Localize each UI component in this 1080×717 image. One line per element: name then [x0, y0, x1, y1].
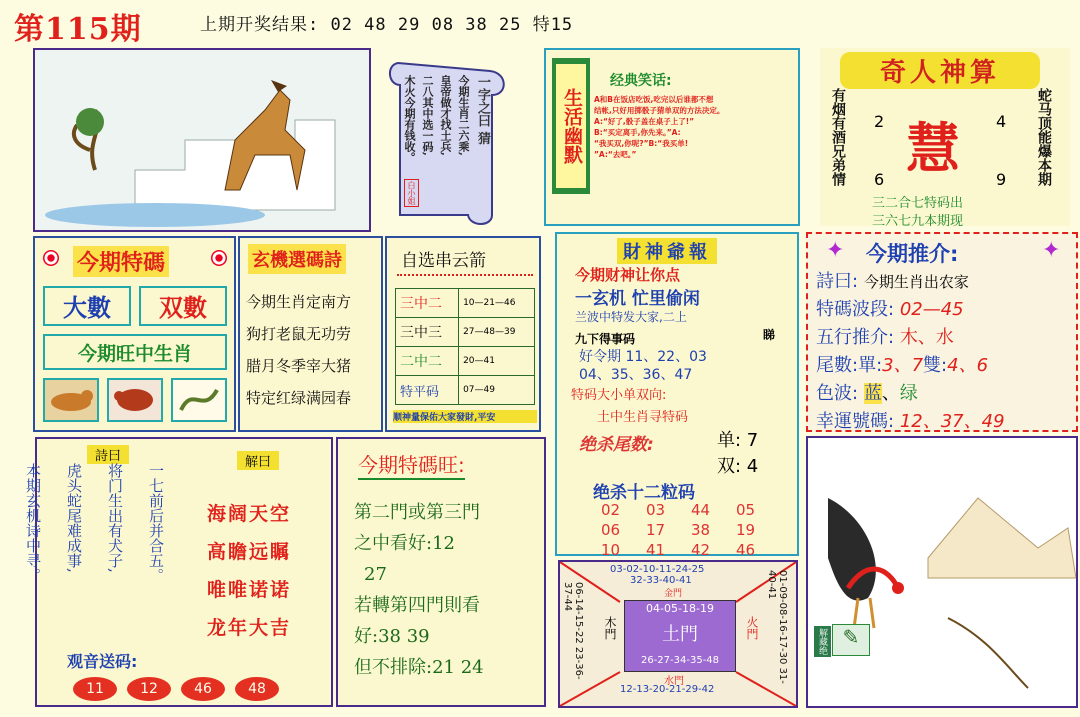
- kill-number-grid: [601, 500, 781, 560]
- scroll-stamp: 白小姐: [404, 179, 419, 207]
- qiren-num: 6: [874, 170, 885, 189]
- qiren-big-char: 慧: [906, 116, 960, 180]
- rec-value: 02—45: [899, 299, 964, 320]
- joke-title: 经典笑话:: [610, 73, 672, 89]
- qiren-line: 三六七九本期现: [872, 214, 964, 229]
- arrow-title: 自选串云箭: [401, 251, 486, 271]
- joke-line: A:“好了,骰子盖在桌子上了!”: [594, 117, 695, 126]
- gate-center-numbers: 26-27-34-35-48: [640, 655, 720, 666]
- rec-label: 雙:: [923, 355, 948, 376]
- gate-top-numbers: 32-33-40-41: [630, 575, 692, 586]
- gate-label: 金門: [664, 589, 683, 599]
- poem-line: 狗打老鼠无功劳: [246, 325, 352, 343]
- hot-line: 之中看好:12: [354, 533, 455, 554]
- scroll-col: 皇帝做才找土兵,: [439, 75, 452, 156]
- arrow-label: 三中三: [396, 318, 459, 347]
- gate-label: 木門: [603, 616, 617, 640]
- rec-value: 绿: [899, 383, 918, 404]
- issue-number: 第115期: [14, 12, 142, 47]
- arrow-value: 20—41: [459, 347, 535, 376]
- gate-right-numbers: 01-09-08-16-17-30 31-40-41: [766, 570, 788, 684]
- hot-special-panel: [336, 437, 546, 707]
- joke-line: A和B在饭店吃饭,吃完以后谁都不想: [594, 95, 714, 104]
- rec-value: 4、6: [947, 355, 989, 376]
- caishen-line: 好令期 11、22、03: [579, 349, 707, 365]
- answer-line: 唯唯诺诺: [207, 579, 292, 601]
- poem-line: 特定红绿满园春: [246, 389, 352, 407]
- joke-line: “我买双,你呢?”B:“我买单!: [594, 139, 689, 148]
- rec-value: 蓝: [863, 383, 882, 404]
- gate-label: 水門: [664, 676, 684, 687]
- answer-line: 海阔天空: [207, 503, 292, 525]
- kill-number: 17: [646, 521, 666, 539]
- selection-poem-panel: [238, 236, 383, 432]
- scroll-col: 今期生肖二六乘,: [457, 75, 470, 156]
- rooster-image: [806, 436, 1078, 708]
- caishen-panel: [555, 232, 799, 559]
- poem-line: 今期生肖定南方: [246, 293, 352, 311]
- caishen-line: 土中生肖寻特码: [597, 410, 689, 425]
- hot-line: 第二門或第三門: [354, 502, 480, 523]
- poem-riddle-panel: [24, 437, 333, 707]
- arrow-value: 10—21—46: [459, 289, 535, 318]
- pen-icon: ✎: [832, 624, 870, 656]
- tail-shuang: 双: 4: [717, 456, 759, 477]
- tema-title: 今期特碼: [73, 246, 169, 277]
- caishen-line: 04、35、36、47: [579, 367, 693, 383]
- arrow-value: 07—49: [459, 376, 535, 405]
- qiren-title: 奇人神算: [840, 52, 1040, 89]
- arrow-label: 三中二: [396, 289, 459, 318]
- qiren-line: 三二合七特码出: [872, 196, 964, 211]
- dragon-image: [171, 378, 227, 422]
- joke-panel: [544, 48, 800, 226]
- gate-top-numbers: 03-02-10-11-24-25: [610, 564, 705, 575]
- kill-number: 06: [601, 521, 621, 539]
- caishen-line: 九下得事码: [575, 332, 636, 346]
- arrow-divider: [397, 270, 533, 276]
- kill-number: 02: [601, 501, 621, 519]
- last-result: 上期开奖结果: 02 48 29 08 38 25 特15: [200, 15, 574, 35]
- caishen-line: 一玄机 忙里偷闲: [575, 289, 700, 309]
- kill-number: 19: [736, 521, 756, 539]
- gate-label: 火門: [745, 616, 759, 640]
- scroll-poem: [380, 55, 520, 230]
- poem-line: 腊月冬季宰大猪: [246, 357, 352, 375]
- answer-label: 解曰: [237, 451, 279, 470]
- riddle-col: 将门生出有犬子,: [106, 463, 124, 573]
- rec-label: 五行推介:: [816, 327, 895, 348]
- sparkle-icon: ✦: [826, 238, 845, 263]
- qiren-num: 2: [874, 112, 885, 131]
- sparkle-icon: ✦: [1042, 238, 1061, 263]
- kill-number: 38: [691, 521, 711, 539]
- ox-image: [107, 378, 163, 422]
- joke-line: ”A:“去吧。”: [594, 150, 637, 159]
- number-ball: 46: [181, 677, 225, 701]
- number-ball: 48: [235, 677, 279, 701]
- horse-image: [33, 48, 371, 232]
- riddle-col: 一七前后并合五。: [147, 463, 165, 583]
- qiren-num: 4: [996, 112, 1007, 131]
- tail-dan: 单: 7: [717, 430, 759, 451]
- scroll-col: 一字之曰 猜: [475, 75, 490, 145]
- poem-title: 玄機選碼詩: [248, 244, 346, 274]
- kill-number: 03: [646, 501, 666, 519]
- riddle-label: 詩曰: [87, 445, 129, 464]
- target-icon: [211, 250, 227, 266]
- hot-line: 若轉第四門則看: [354, 595, 480, 616]
- kill-number: 05: [736, 501, 756, 519]
- hot-title: 今期特碼旺:: [358, 449, 465, 480]
- arrow-value: 27—48—39: [459, 318, 535, 347]
- hot-line: 好:38 39: [354, 626, 430, 647]
- hot-line: 但不排除:21 24: [354, 657, 484, 678]
- joke-line: 结帐,只好用掷骰子猜单双的方法决定。: [594, 106, 725, 115]
- gate-bottom-numbers: 12-13-20-21-29-42: [620, 684, 715, 695]
- scroll-col: 二八其中选一码,: [421, 75, 434, 156]
- arrow-label: 特平码: [396, 376, 459, 405]
- gate-left-numbers: 06-14-15-22 23-36-37-44: [562, 582, 584, 680]
- tail-title: 绝杀尾数:: [579, 435, 654, 455]
- tema-zodiac: 今期旺中生肖: [43, 334, 227, 370]
- qiren-num: 9: [996, 170, 1007, 189]
- joke-line: B:“买定离手,你先来。”A:: [594, 128, 681, 137]
- stamp-label: 解藏绝: [814, 626, 831, 657]
- arrow-footer: 顺神量保佑大家發財,平安: [393, 410, 537, 423]
- kill-number: 41: [646, 541, 666, 559]
- caishen-line: 睇: [763, 328, 776, 342]
- answer-line: 龙年大吉: [207, 617, 292, 639]
- tema-panel: [33, 236, 236, 432]
- recommend-panel: [806, 232, 1078, 432]
- five-gates-panel: [558, 560, 798, 708]
- riddle-col: 虎头蛇尾难成事,: [65, 463, 83, 573]
- rec-value: 3、7: [882, 355, 924, 376]
- kill-number: 44: [691, 501, 711, 519]
- kill-number: 46: [736, 541, 756, 559]
- qiren-right: 蛇马顶能爆本期: [1036, 88, 1052, 186]
- rec-label: 色波:: [816, 383, 859, 404]
- kill-number: 42: [691, 541, 711, 559]
- tiger-image: [43, 378, 99, 422]
- gate-center-numbers: 04-05-18-19: [646, 602, 714, 615]
- number-ball: 12: [127, 677, 171, 701]
- kill-number: 10: [601, 541, 621, 559]
- rec-value: 木、水: [899, 327, 954, 348]
- riddle-col: 本期玄机诗中寻。: [24, 463, 42, 583]
- rec-label: 特碼波段:: [816, 299, 895, 320]
- rec-sep: 、: [881, 383, 900, 404]
- qiren-left: 有烟有酒兄弟情: [830, 88, 846, 186]
- rec-label: 尾數:單:: [816, 355, 883, 376]
- caishen-line: 特码大小单双向:: [571, 388, 667, 403]
- target-icon: [43, 250, 59, 266]
- scroll-col: 木火今期有钱收。: [403, 75, 416, 163]
- kill-title: 绝杀十二粒码: [593, 483, 695, 503]
- joke-side-label: 生活幽默: [556, 64, 586, 188]
- gate-label: 土門: [662, 624, 698, 645]
- qiren-panel: [820, 48, 1070, 229]
- guanyin-label: 观音送码:: [67, 652, 138, 671]
- arrow-panel: [385, 236, 541, 432]
- caishen-title: 財神爺報: [617, 238, 717, 264]
- recommend-title: 今期推介:: [866, 242, 959, 266]
- poem-label: 詩曰:: [816, 271, 859, 292]
- tema-big: 大數: [43, 286, 131, 326]
- rec-label: 幸運號碼:: [816, 411, 895, 432]
- tema-double: 双數: [139, 286, 227, 326]
- caishen-line: 兰波中特发大家,二上: [575, 310, 687, 324]
- hot-line: 27: [364, 564, 387, 585]
- poem-text: 今期生肖出农家: [863, 273, 969, 291]
- number-ball: 11: [73, 677, 117, 701]
- answer-line: 高瞻远瞩: [207, 541, 292, 563]
- arrow-label: 二中二: [396, 347, 459, 376]
- rec-value: 12、37、49: [899, 411, 1005, 432]
- caishen-line: 今期财神让你点: [575, 266, 681, 284]
